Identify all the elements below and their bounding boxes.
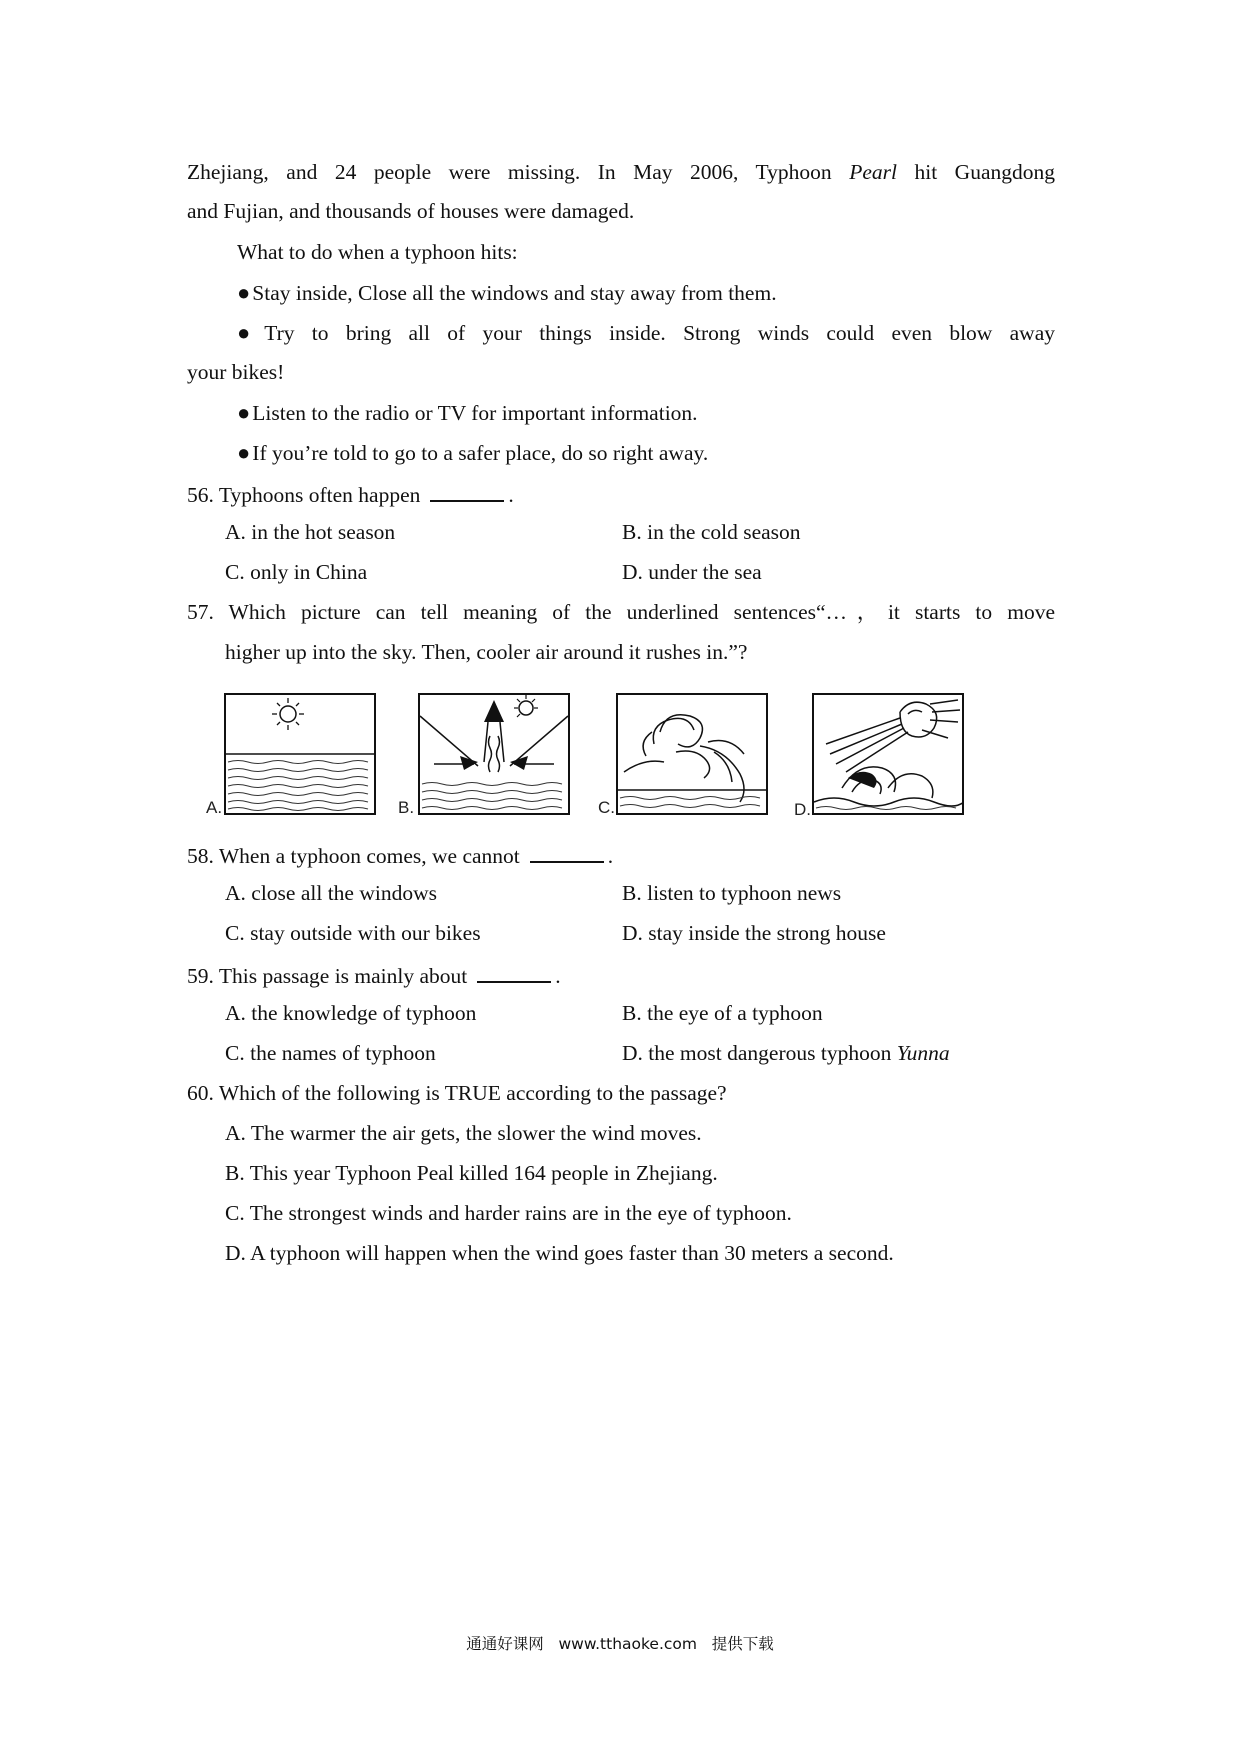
q56-option-b: B. in the cold season <box>622 520 801 544</box>
picture-b-rising-air-icon <box>418 692 570 816</box>
tip-text: If you’re told to go to a safer place, do so right away. <box>252 441 709 465</box>
question-text: 58. When a typhoon comes, we cannot <box>187 844 520 868</box>
q60-option-a: A. The warmer the air gets, the slower the wind moves. <box>225 1121 702 1145</box>
answer-blank <box>430 482 504 502</box>
option-text: D. the most dangerous typhoon <box>622 1041 892 1065</box>
picture-a-label: A. <box>206 798 223 817</box>
passage-line-2: and Fujian, and thousands of houses were damaged. <box>187 199 635 223</box>
q59-option-a: A. the knowledge of typhoon <box>225 1001 477 1025</box>
q57-pictures <box>200 692 980 822</box>
q58-option-a: A. close all the windows <box>225 881 437 905</box>
bullet-icon: ● <box>237 400 251 425</box>
answer-blank <box>530 843 604 863</box>
q60-option-d: D. A typhoon will happen when the wind goes faster than 30 meters a second. <box>225 1241 894 1265</box>
footer-suffix: 提供下载 <box>711 1635 774 1653</box>
tip-text: Stay inside, Close all the windows and stay away from them. <box>252 281 777 305</box>
question-57-stem-line-2: higher up into the sky. Then, cooler air around it rushes in.”? <box>225 640 748 664</box>
bullet-icon: ● <box>237 280 251 305</box>
page-footer <box>0 1632 1240 1654</box>
tip-2-line-1 <box>237 322 1055 345</box>
q60-option-b: B. This year Typhoon Peal killed 164 people in Zhejiang. <box>225 1161 718 1185</box>
typhoon-name-yunna: Yunna <box>896 1041 950 1065</box>
typhoon-name-pearl: Pearl <box>849 160 897 184</box>
tip-text: Listen to the radio or TV for important information. <box>252 401 698 425</box>
tip-4 <box>237 442 708 465</box>
question-58-stem: 58. When a typhoon comes, we cannot . <box>187 844 614 868</box>
tip-3 <box>237 402 698 425</box>
question-text: 56. Typhoons often happen <box>187 483 421 507</box>
picture-b-label: B. <box>398 798 415 817</box>
tip-text: Try to bring all of your things inside. Strong winds could even blow away <box>264 321 1055 345</box>
picture-d-label: D. <box>794 800 811 819</box>
question-text: 59. This passage is mainly about <box>187 964 468 988</box>
q60-option-c: C. The strongest winds and harder rains are in the eye of typhoon. <box>225 1201 792 1225</box>
passage-line-1 <box>187 162 1055 184</box>
tip-2-line-2: your bikes! <box>187 360 285 384</box>
question-59-stem: 59. This passage is mainly about . <box>187 964 561 988</box>
q58-option-d: D. stay inside the strong house <box>622 921 886 945</box>
bullet-icon: ● <box>237 440 251 465</box>
question-60-stem: 60. Which of the following is TRUE according to the passage? <box>187 1081 727 1105</box>
question-56-stem: 56. Typhoons often happen . <box>187 483 514 507</box>
footer-url[interactable]: www.tthaoke.com <box>558 1635 697 1653</box>
passage-text: Zhejiang, and 24 people were missing. In May 2006, Typhoon <box>187 160 832 184</box>
what-to-do-heading: What to do when a typhoon hits: <box>237 240 518 264</box>
q59-option-b: B. the eye of a typhoon <box>622 1001 823 1025</box>
question-57-stem-line-1: 57. Which picture can tell meaning of the underlined sentences“…，it starts to move <box>187 600 1055 624</box>
bullet-icon: ● <box>237 320 263 345</box>
passage-text: hit Guangdong <box>914 160 1056 184</box>
q59-option-c: C. the names of typhoon <box>225 1041 436 1065</box>
q56-option-d: D. under the sea <box>622 560 762 584</box>
picture-d-wind-waves-icon <box>812 692 964 816</box>
tip-1 <box>237 282 777 305</box>
q56-option-a: A. in the hot season <box>225 520 396 544</box>
q58-option-c: C. stay outside with our bikes <box>225 921 481 945</box>
footer-site-name: 通通好课网 <box>466 1635 544 1653</box>
picture-c-storm-icon <box>616 692 768 816</box>
q58-option-b: B. listen to typhoon news <box>622 881 842 905</box>
picture-a-sun-sea-icon <box>224 692 376 816</box>
picture-c-label: C. <box>598 798 615 817</box>
q59-option-d <box>622 1043 950 1065</box>
answer-blank <box>477 963 551 983</box>
q56-option-c: C. only in China <box>225 560 368 584</box>
